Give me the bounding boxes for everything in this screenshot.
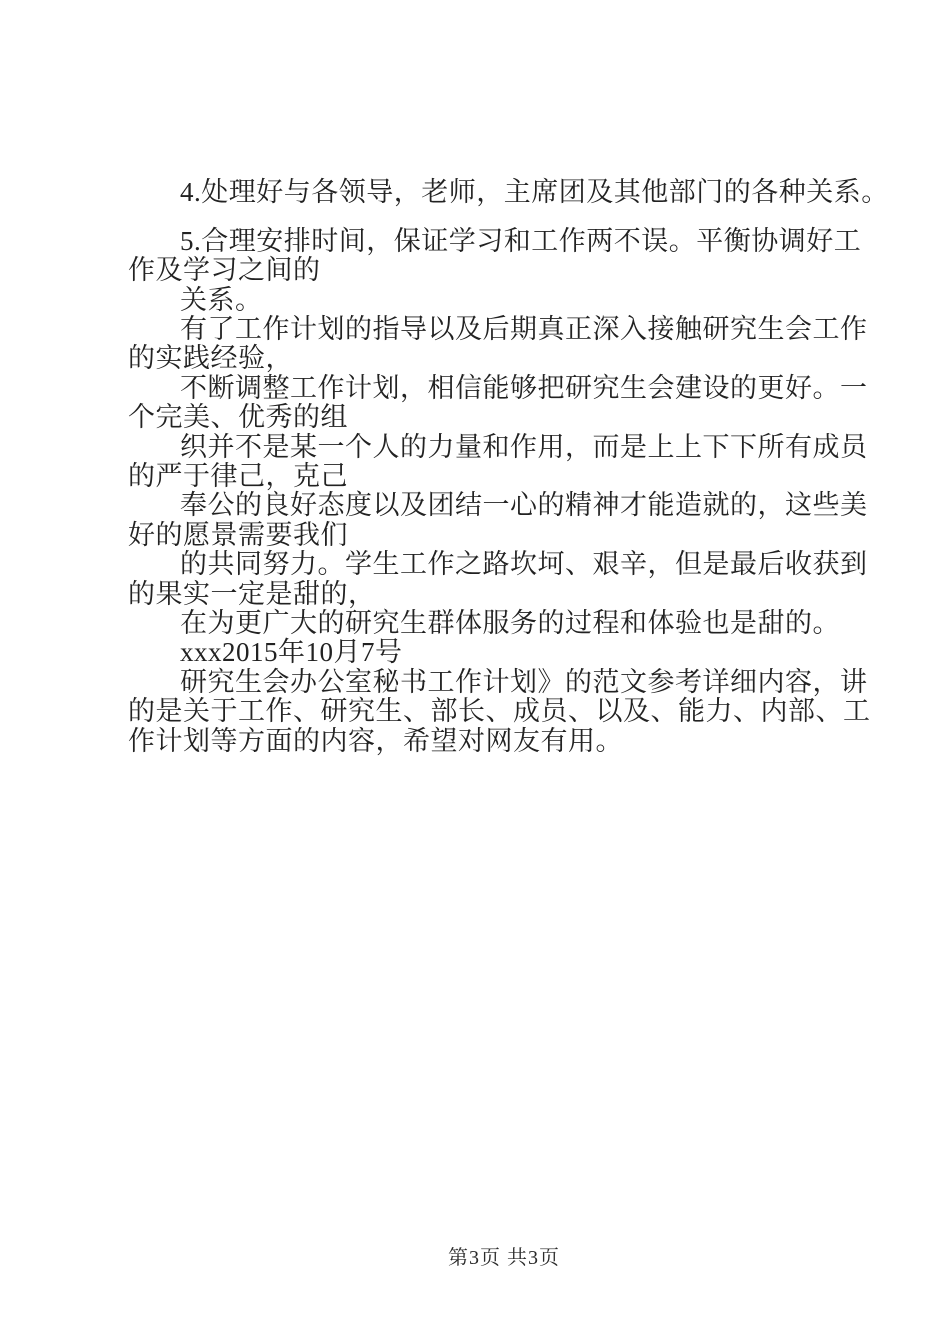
text-line: 的是关于工作、研究生、部长、成员、以及、能力、内部、工 <box>128 696 871 727</box>
text-line: 织并不是某一个人的力量和作用，而是上上下下所有成员 <box>180 431 868 462</box>
text-line: 的共同努力。学生工作之路坎坷、艰辛，但是最后收获到 <box>180 549 868 580</box>
text-line: 4.处理好与各领导，老师，主席团及其他部门的各种关系。 <box>180 177 889 207</box>
text-line: 的果实一定是甜的， <box>128 578 376 609</box>
page-footer <box>128 1241 880 1270</box>
page-number: 第3页 共3页 <box>448 1247 560 1269</box>
text-line: 研究生会办公室秘书工作计划》的范文参考详细内容，讲 <box>180 666 868 697</box>
text-line: 作及学习之间的 <box>128 255 321 286</box>
text-line: 的严于律己，克己 <box>128 461 348 492</box>
text-line: 好的愿景需要我们 <box>128 519 348 550</box>
text-line: 的实践经验， <box>128 343 293 374</box>
text-line: 奉公的良好态度以及团结一心的精神才能造就的，这些美 <box>180 490 868 521</box>
text-line: 5.合理安排时间，保证学习和工作两不误。平衡协调好工 <box>180 225 862 256</box>
text-line: 有了工作计划的指导以及后期真正深入接触研究生会工作 <box>180 314 868 345</box>
document-body <box>128 177 889 756</box>
text-line: 个完美、优秀的组 <box>128 402 348 433</box>
text-line: xxx2015年10月7号 <box>180 637 403 668</box>
text-line: 在为更广大的研究生群体服务的过程和体验也是甜的。 <box>180 607 840 638</box>
text-line: 关系。 <box>180 284 263 315</box>
text-line: 作计划等方面的内容，希望对网友有用。 <box>128 725 623 756</box>
text-line: 不断调整工作计划，相信能够把研究生会建设的更好。一 <box>180 372 868 403</box>
